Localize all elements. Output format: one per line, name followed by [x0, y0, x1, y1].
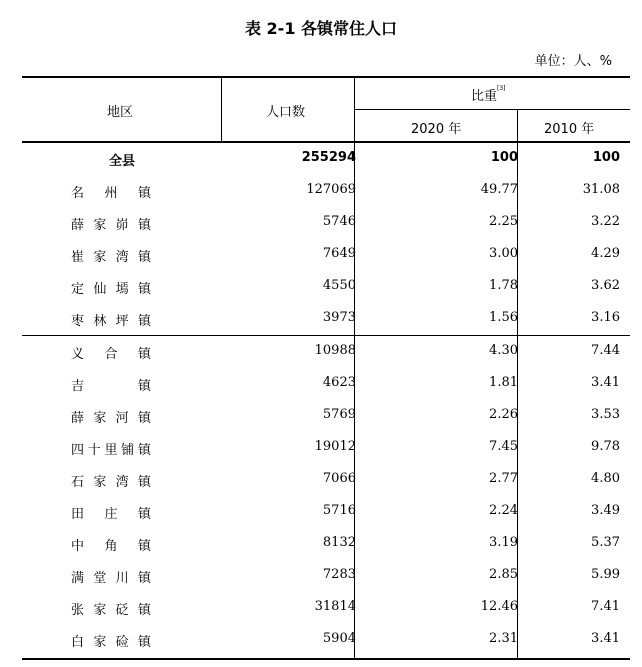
table-row: [0, 464, 642, 496]
subheader-rule: [354, 109, 630, 110]
town-name: 田庄镇: [71, 507, 151, 522]
ratio-2010-cell: 9.78: [591, 439, 620, 454]
population-cell: 10988: [314, 343, 356, 358]
bottom-border: [22, 658, 630, 660]
ratio-2010-cell: 31.08: [582, 182, 620, 197]
ratio-2020-cell: 12.46: [480, 599, 518, 614]
population-cell: 5769: [322, 407, 356, 422]
table-row: [0, 271, 642, 303]
population-cell: 19012: [314, 439, 356, 454]
footnote-marker: [3]: [497, 85, 506, 92]
table-row: [0, 528, 642, 560]
town-name: 名州镇: [71, 186, 151, 201]
ratio-2020-cell: 2.24: [489, 503, 518, 518]
table-row: [0, 496, 642, 528]
header-ratio: [471, 85, 506, 104]
header-2020: 2020 年: [411, 122, 462, 137]
town-name: 崔家湾镇: [71, 250, 151, 265]
total-row: [0, 143, 642, 175]
table-row: [0, 239, 642, 271]
table-row: [0, 592, 642, 624]
ratio-2010-cell: 3.22: [591, 214, 620, 229]
population-cell: 3973: [322, 310, 356, 325]
ratio-2010-cell: 4.29: [591, 246, 620, 261]
town-name: 定仙墕镇: [71, 282, 151, 297]
total-ratio-2010: 100: [592, 150, 620, 165]
population-cell: 5904: [322, 631, 356, 646]
population-cell: 4550: [322, 278, 356, 293]
ratio-2010-cell: 3.53: [591, 407, 620, 422]
town-name: 薛家峁镇: [71, 218, 151, 233]
ratio-2020-cell: 2.25: [489, 214, 518, 229]
town-name: 白家硷镇: [71, 635, 151, 650]
ratio-2010-cell: 3.62: [591, 278, 620, 293]
ratio-2010-cell: 3.41: [591, 375, 620, 390]
table-row: [0, 624, 642, 656]
ratio-2020-cell: 2.31: [489, 631, 518, 646]
ratio-2020-cell: 1.56: [489, 310, 518, 325]
header-ratio-label: 比重: [471, 89, 498, 104]
table-row: [0, 175, 642, 207]
table-row: [0, 432, 642, 464]
table-row: [0, 303, 642, 335]
ratio-2010-cell: 3.49: [591, 503, 620, 518]
ratio-2020-cell: 2.26: [489, 407, 518, 422]
ratio-2010-cell: 7.44: [591, 343, 620, 358]
population-cell: 5746: [322, 214, 356, 229]
header-region: 地区: [107, 105, 134, 120]
town-name: 吉镇: [71, 379, 151, 394]
ratio-2020-cell: 49.77: [480, 182, 518, 197]
ratio-2010-cell: 4.80: [591, 471, 620, 486]
ratio-2020-cell: 3.19: [489, 535, 518, 550]
total-ratio-2020: 100: [490, 150, 518, 165]
total-region: 全县: [108, 154, 135, 169]
town-name: 四十里铺镇: [71, 443, 151, 458]
population-cell: 7649: [322, 246, 356, 261]
ratio-2010-cell: 7.41: [591, 599, 620, 614]
ratio-2020-cell: 2.85: [489, 567, 518, 582]
town-name: 满堂川镇: [71, 571, 151, 586]
total-population: 255294: [301, 150, 356, 165]
population-cell: 7066: [322, 471, 356, 486]
town-name: 枣林坪镇: [71, 314, 151, 329]
column-rule-region: [221, 77, 222, 142]
population-cell: 127069: [306, 182, 356, 197]
town-name: 张家砭镇: [71, 603, 151, 618]
town-name: 义合镇: [71, 347, 151, 362]
table-title: 表 2-1 各镇常住人口: [244, 19, 398, 38]
population-cell: 4623: [322, 375, 356, 390]
header-population: 人口数: [266, 105, 306, 120]
table-row: [0, 560, 642, 592]
population-cell: 8132: [322, 535, 356, 550]
ratio-2020-cell: 7.45: [489, 439, 518, 454]
table-row: [0, 336, 642, 368]
town-name: 中角镇: [71, 539, 151, 554]
population-cell: 31814: [314, 599, 356, 614]
population-cell: 7283: [322, 567, 356, 582]
town-name: 石家湾镇: [71, 475, 151, 490]
ratio-2020-cell: 3.00: [489, 246, 518, 261]
population-cell: 5716: [322, 503, 356, 518]
ratio-2020-cell: 1.78: [489, 278, 518, 293]
ratio-2010-cell: 5.99: [591, 567, 620, 582]
table-row: [0, 368, 642, 400]
ratio-2010-cell: 3.16: [591, 310, 620, 325]
town-name: 薛家河镇: [71, 411, 151, 426]
table-row: [0, 207, 642, 239]
header-2010: 2010 年: [544, 122, 595, 137]
table-row: [0, 400, 642, 432]
unit-label: 单位：人、%: [534, 54, 612, 69]
ratio-2020-cell: 4.30: [489, 343, 518, 358]
ratio-2020-cell: 1.81: [489, 375, 518, 390]
ratio-2010-cell: 3.41: [591, 631, 620, 646]
ratio-2020-cell: 2.77: [489, 471, 518, 486]
ratio-2010-cell: 5.37: [591, 535, 620, 550]
top-border: [22, 76, 630, 78]
